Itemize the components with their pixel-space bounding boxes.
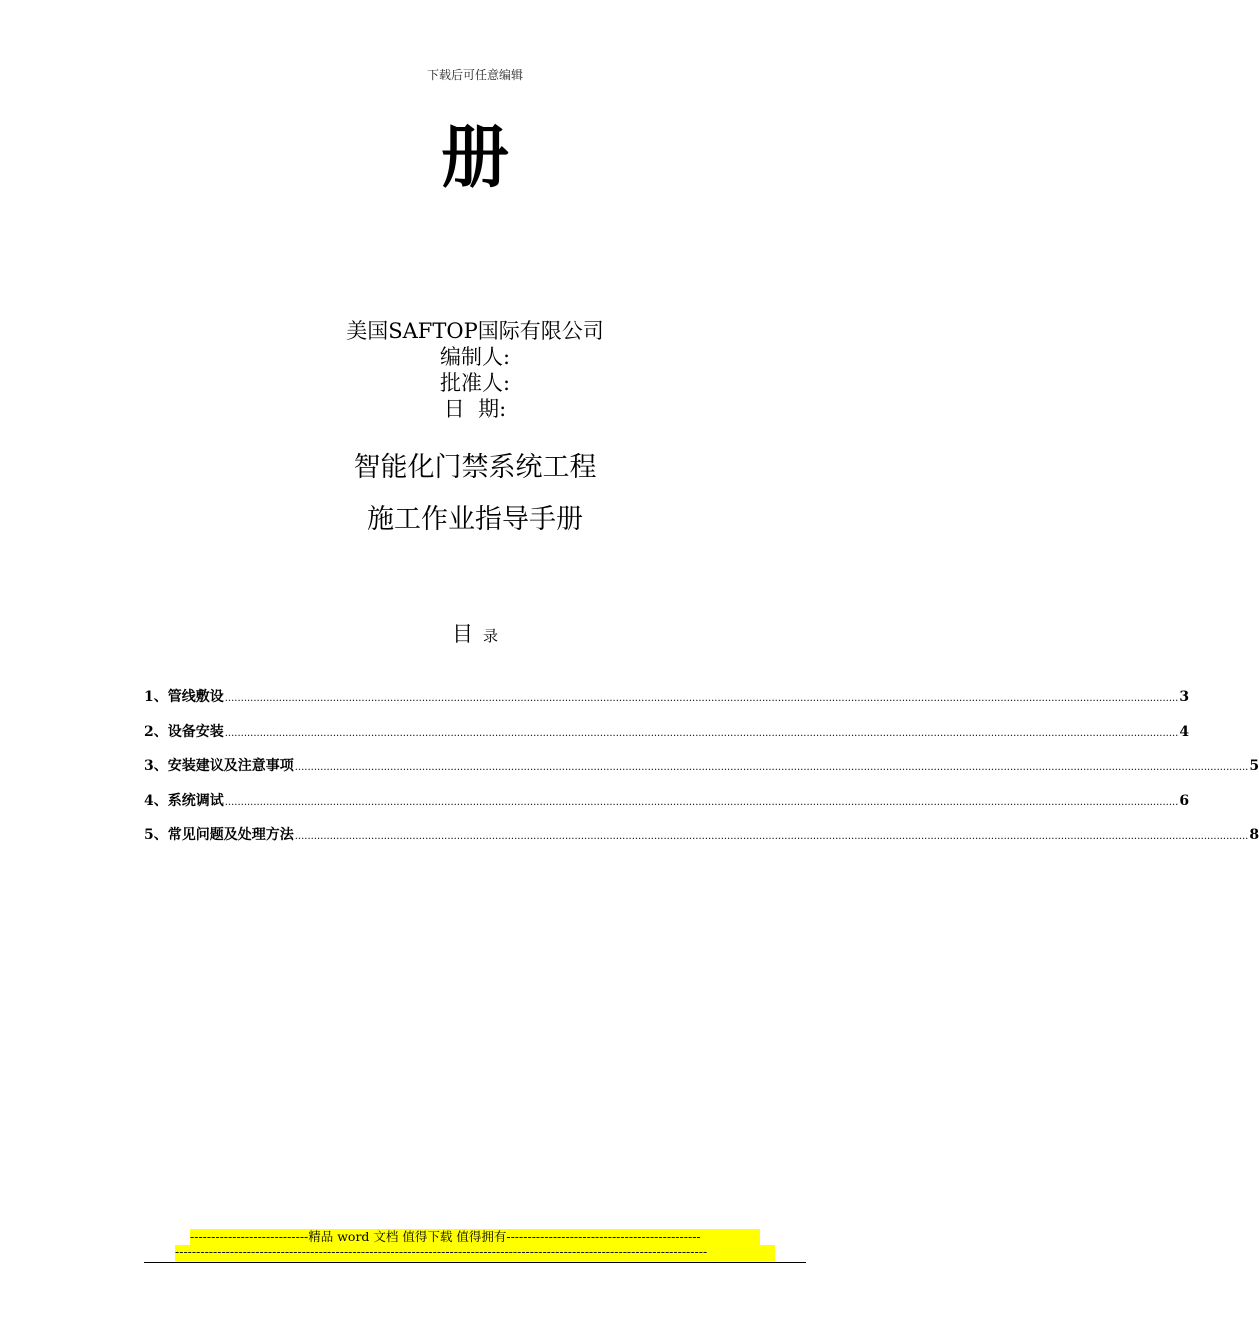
document-title-line1: 智能化门禁系统工程	[353, 452, 597, 483]
toc-item-label: 1、管线敷设	[144, 689, 224, 705]
toc-leader-dots: ............................................................................................................................................................................................................................................................................................................	[224, 727, 1179, 739]
toc-item-label: 3、安装建议及注意事项	[144, 758, 294, 774]
toc-item-label: 5、常见问题及处理方法	[144, 827, 294, 843]
footer-divider	[144, 1262, 806, 1263]
cover-character: 册	[440, 118, 509, 198]
toc-leader-dots: ............................................................................................................................................................................................................................................................................................................	[294, 831, 1249, 842]
date-field: 日 期:	[443, 397, 507, 421]
toc-item-label: 2、设备安装	[144, 723, 224, 740]
toc-item[interactable]	[144, 790, 1190, 825]
toc-item[interactable]	[144, 824, 1259, 859]
footer-banner-line1: ----------------------------精品 word 文档 值得下载 值得拥有----------------------------------------------	[190, 1229, 760, 1245]
toc-leader-dots: ............................................................................................................................................................................................................................................................................................................	[294, 762, 1249, 773]
footer-banner-line2: ------------------------------------------------------------------------------------------------------------------------------	[175, 1245, 775, 1261]
toc-item-page: 8	[1249, 827, 1259, 843]
toc-item-page: 3	[1179, 689, 1190, 705]
toc-item-label: 4、系统调试	[144, 792, 224, 809]
toc-item-page: 5	[1249, 758, 1259, 774]
toc-item-page: 4	[1179, 723, 1190, 740]
toc-item[interactable]	[144, 755, 1259, 790]
editor-field: 编制人:	[439, 345, 511, 369]
document-title-line2: 施工作业指导手册	[367, 504, 583, 535]
toc-leader-dots: ............................................................................................................................................................................................................................................................................................................	[224, 796, 1179, 808]
toc-heading-main: 目	[451, 622, 473, 646]
page-header: 下载后可任意编辑	[426, 68, 523, 82]
approver-field: 批准人:	[439, 371, 511, 395]
toc-item[interactable]	[144, 686, 1190, 721]
company-name: 美国SAFTOP国际有限公司	[346, 319, 604, 343]
toc-item[interactable]	[144, 721, 1190, 756]
table-of-contents	[144, 686, 1259, 859]
toc-heading-small: 录	[482, 627, 498, 645]
document-info	[0, 318, 950, 422]
toc-heading	[0, 618, 950, 648]
toc-leader-dots: ............................................................................................................................................................................................................................................................................................................	[224, 693, 1179, 704]
toc-item-page: 6	[1179, 792, 1190, 809]
